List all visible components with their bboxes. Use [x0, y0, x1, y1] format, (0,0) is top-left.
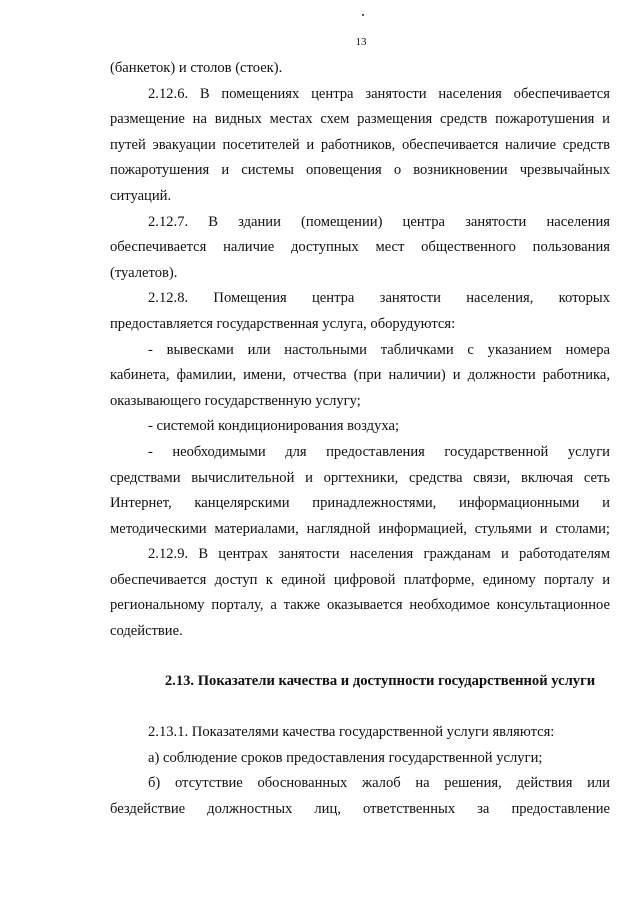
text-line: 2.12.7. В здании (помещении) центра занятости населения [148, 213, 610, 230]
text-line: оказывающего государственную услугу; [110, 392, 361, 409]
section-2-12-text [110, 56, 610, 645]
text-line: обеспечивается доступ к единой цифровой платформе, единому порталу и [110, 571, 610, 588]
section-2-13-text [110, 720, 610, 822]
text-line: 2.13.1. Показателями качества государственной услуги являются: [148, 724, 555, 741]
scan-speck [362, 14, 364, 16]
text-line: - вывесками или настольными табличками с указанием номера [148, 341, 610, 358]
text-line: 2.12.6. В помещениях центра занятости населения обеспечивается [148, 85, 610, 102]
text-line: ситуаций. [110, 187, 172, 204]
text-line: кабинета, фамилии, имени, отчества (при наличии) и должности работника, [110, 367, 610, 384]
text-line: Интернет, канцелярскими принадлежностями, информационными и [110, 495, 610, 512]
text-line: размещение на видных местах схем размещения средств пожаротушения и [110, 111, 610, 128]
text-line: 2.12.8. Помещения центра занятости населения, которых [148, 290, 610, 307]
page-number: 13 [355, 36, 367, 48]
text-line: содействие. [110, 623, 183, 640]
text-line: пожаротушения и системы оповещения о возникновении чрезвычайных [110, 162, 610, 179]
text-line: - необходимыми для предоставления государственной услуги [148, 443, 610, 460]
text-line: (банкеток) и столов (стоек). [110, 60, 283, 76]
text-line: региональному порталу, а также оказывается необходимое консультационное [110, 597, 610, 614]
text-line: обеспечивается наличие доступных мест общественного пользования [110, 239, 610, 256]
spacer [110, 694, 610, 720]
text-line: 2.12.9. В центрах занятости населения гражданам и работодателям [148, 546, 610, 563]
text-line: средствами вычислительной и оргтехники, средства связи, включая сеть [110, 469, 610, 486]
text-line: путей эвакуации посетителей и работников, обеспечивается наличие средств [110, 136, 610, 153]
text-line: - системой кондиционирования воздуха; [148, 418, 400, 435]
text-line: предоставляется государственная услуга, оборудуются: [110, 315, 456, 332]
text-line: а) соблюдение сроков предоставления государственной услуги; [148, 749, 543, 766]
text-line: (туалетов). [110, 264, 178, 281]
spacer [110, 645, 610, 669]
text-line: методическими материалами, наглядной информацией, стульями и столами; [110, 520, 610, 537]
text-line: б) отсутствие обоснованных жалоб на решения, действия или [148, 775, 610, 792]
document-body [110, 56, 610, 823]
text-line: бездействие должностных лиц, ответственных за предоставление [110, 801, 610, 818]
section-heading: 2.13. Показатели качества и доступности государственной услуги [164, 672, 596, 689]
